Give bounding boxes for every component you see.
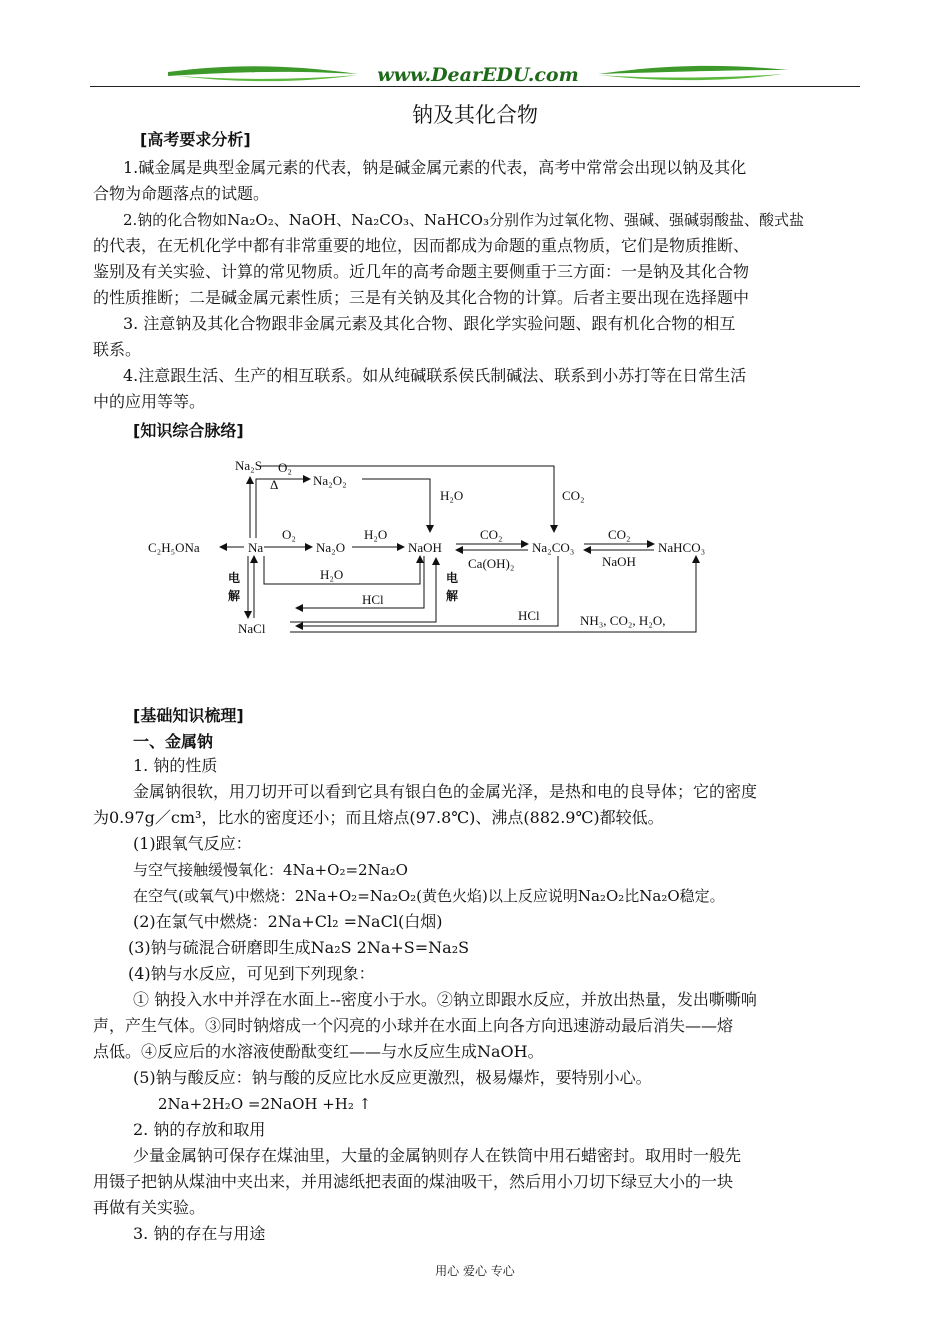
page-footer: 用心 爱心 专心 xyxy=(435,1264,515,1278)
para-line: 为0.97g／cm³，比水的密度还小；而且熔点(97.8℃)、沸点(882.9℃)都较低。 xyxy=(93,808,664,827)
node-nahco3: NaHCO₃ xyxy=(658,540,706,555)
label-nh3: NH₃, CO₂, H₂O, xyxy=(580,613,666,628)
node-naoh: NaOH xyxy=(408,540,442,555)
para-line: (4)钠与水反应，可见到下列现象： xyxy=(128,964,375,983)
label-hcl-1: HCl xyxy=(362,592,384,607)
label-h2o-top: H₂O xyxy=(440,488,464,503)
para-line: 3. 钠的存在与用途 xyxy=(133,1224,266,1243)
para-line: 联系。 xyxy=(93,340,142,359)
label-dian-right: 电 xyxy=(446,571,459,585)
label-jie-left: 解 xyxy=(228,589,241,603)
para-line: 2Na+2H₂O =2NaOH +H₂ ↑ xyxy=(158,1095,372,1113)
site-name: www.DearEDU.com xyxy=(377,64,579,86)
heading-knowledge-network: [知识综合脉络] xyxy=(133,421,244,440)
para-line: (1)跟氧气反应： xyxy=(133,834,252,853)
para-line: (3)钠与硫混合研磨即生成Na₂S 2Na+S=Na₂S xyxy=(128,938,470,957)
node-na2o: Na₂O xyxy=(316,540,346,555)
heading-metal-sodium: 一、金属钠 xyxy=(133,732,214,751)
para-line: 1. 钠的性质 xyxy=(133,756,218,775)
para-line: 1.碱金属是典型金属元素的代表，钠是碱金属元素的代表，高考中常常会出现以钠及其化 xyxy=(123,158,747,177)
label-co2-right: CO₂ xyxy=(608,527,631,542)
para-line: 点低。④反应后的水溶液使酚酞变红——与水反应生成NaOH。 xyxy=(93,1042,544,1061)
para-line: 在空气(或氧气)中燃烧：2Na+O₂=Na₂O₂(黄色火焰)以上反应说明Na₂O₂比Na₂O稳定。 xyxy=(133,887,725,905)
label-o2-top: O₂ xyxy=(278,460,292,475)
label-o2-mid: O₂ xyxy=(282,527,296,542)
heading-basic-knowledge: [基础知识梳理] xyxy=(133,706,244,725)
header-rule xyxy=(90,86,860,87)
label-hcl-2: HCl xyxy=(518,608,540,623)
node-na: Na xyxy=(248,540,264,555)
label-jie-right: 解 xyxy=(446,589,459,603)
para-line: 2. 钠的存放和取用 xyxy=(133,1120,266,1139)
label-h2o-mid: H₂O xyxy=(364,527,388,542)
page-title: 钠及其化合物 xyxy=(412,103,538,127)
para-line: 与空气接触缓慢氧化：4Na+O₂=2Na₂O xyxy=(133,861,408,879)
para-line: 2.钠的化合物如Na₂O₂、NaOH、Na₂CO₃、NaHCO₃分别作为过氧化物、强碱、强碱弱酸盐、酸式盐 xyxy=(123,211,804,229)
para-line: 金属钠很软，用刀切开可以看到它具有银白色的金属光泽，是热和电的良导体；它的密度 xyxy=(133,782,758,801)
node-nacl: NaCl xyxy=(238,621,266,636)
para-line: 再做有关实验。 xyxy=(93,1198,206,1217)
right-swoosh-lower xyxy=(598,74,783,80)
para-line: 少量金属钠可保存在煤油里，大量的金属钠则存人在铁筒中用石蜡密封。取用时一般先 xyxy=(133,1146,742,1165)
node-na2co3: Na₂CO₃ xyxy=(532,540,575,555)
label-co2-top: CO₂ xyxy=(562,488,585,503)
para-line: 4.注意跟生活、生产的相互联系。如从纯碱联系侯氏制碱法、联系到小苏打等在日常生活 xyxy=(123,366,747,385)
site-logo-banner xyxy=(168,62,788,86)
para-line: 鉴别及有关实验、计算的常见物质。近几年的高考命题主要侧重于三方面：一是钠及其化合物 xyxy=(93,262,750,281)
right-swoosh xyxy=(598,66,788,74)
para-line: 的代表，在无机化学中都有非常重要的地位，因而都成为命题的重点物质，它们是物质推断、 xyxy=(93,236,750,255)
node-na2o2: Na₂O₂ xyxy=(313,473,347,488)
label-co2-mid: CO₂ xyxy=(480,527,503,542)
label-dian-left: 电 xyxy=(228,571,241,585)
heading-exam-analysis: [高考要求分析] xyxy=(140,130,251,149)
node-na2s: Na₂S xyxy=(235,458,262,473)
para-line: ① 钠投入水中并浮在水面上--密度小于水。②钠立即跟水反应，并放出热量，发出嘶嘶响 xyxy=(133,990,757,1009)
para-line: (5)钠与酸反应：钠与酸的反应比水反应更激烈，极易爆炸，要特别小心。 xyxy=(133,1068,652,1087)
label-caoh2: Ca(OH)₂ xyxy=(468,556,515,571)
para-line: 声，产生气体。③同时钠熔成一个闪亮的小球并在水面上向各方向迅速游动最后消失——熔 xyxy=(93,1016,734,1035)
left-swoosh-lower xyxy=(178,75,358,81)
para-line: (2)在氯气中燃烧：2Na+Cl₂ =NaCl(白烟) xyxy=(133,912,443,931)
sodium-reaction-diagram xyxy=(140,452,730,642)
node-c2h5ona: C₂H₅ONa xyxy=(148,540,200,555)
para-line: 合物为命题落点的试题。 xyxy=(93,184,270,203)
label-naoh-rev: NaOH xyxy=(602,554,636,569)
label-delta: Δ xyxy=(270,477,279,492)
left-swoosh xyxy=(168,66,358,76)
para-line: 的性质推断；二是碱金属元素性质；三是有关钠及其化合物的计算。后者主要出现在选择题中 xyxy=(93,288,750,307)
label-h2o-low: H₂O xyxy=(320,567,344,582)
para-line: 用镊子把钠从煤油中夹出来，并用滤纸把表面的煤油吸干，然后用小刀切下绿豆大小的一块 xyxy=(93,1172,734,1191)
para-line: 3. 注意钠及其化合物跟非金属元素及其化合物、跟化学实验问题、跟有机化合物的相互 xyxy=(123,314,736,333)
para-line: 中的应用等等。 xyxy=(93,392,206,411)
